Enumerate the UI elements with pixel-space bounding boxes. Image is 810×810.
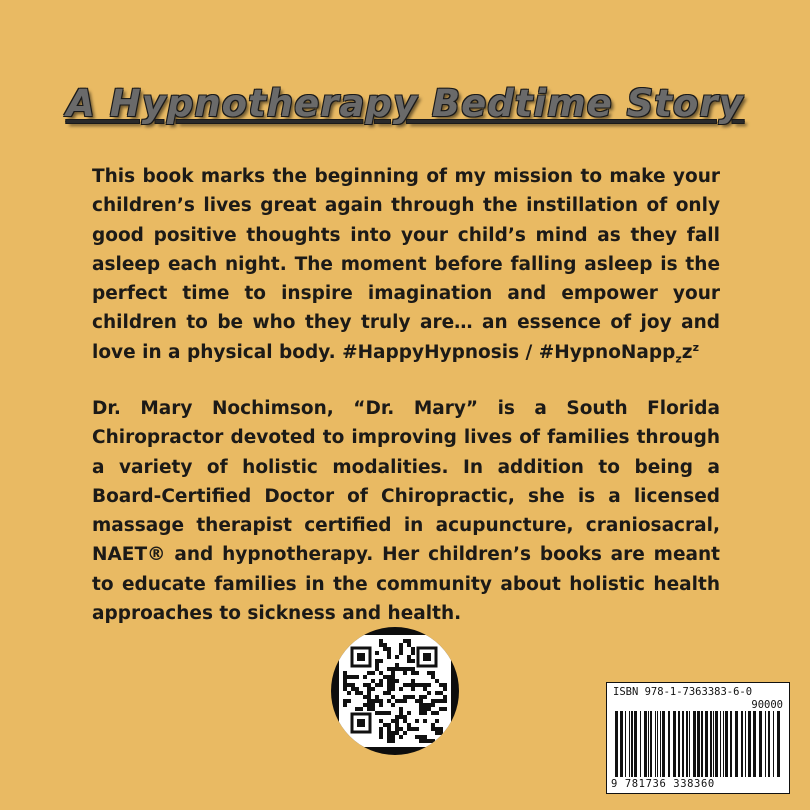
book-description (92, 162, 720, 367)
description-text: This book marks the beginning of my mission to make your children’s lives great again through the instillation of only good positive thoughts into your child’s mind as they fall asleep each night. The moment before falling asleep is the perfect time to inspire imagination and empower your children to be who they truly are… an essence of joy and love in a physical body. (92, 166, 720, 363)
price-code: 90000 (751, 699, 783, 711)
hashtag-sub-z: z (675, 352, 682, 366)
isbn-barcode (606, 682, 790, 794)
hashtag-hypno-napp: #HypnoNapp (538, 341, 676, 363)
hashtag-happy-hypnosis: #HappyHypnosis (342, 341, 520, 363)
hashtag-separator: / (519, 341, 539, 363)
author-bio: Dr. Mary Nochimson, “Dr. Mary” is a South Florida Chiropractor devoted to improving lives of families through a variety of holistic modalities. In addition to being a Board-Certified Doctor of Chiropractic, she is a licensed massage therapist certified in acupuncture, craniosacral, NAET® and hypnotherapy. Her children’s books are meant to educate families in the community about holistic health approaches to sickness and health. (92, 398, 720, 625)
hashtag-mid-z: z (681, 341, 693, 363)
book-title: A Hypnotherapy Bedtime Story (66, 82, 744, 125)
qr-code-icon (331, 627, 459, 755)
barcode-bars-icon (615, 711, 781, 777)
ean-digits: 9 781736 338360 (611, 778, 715, 790)
hashtag-sup-z: z (692, 340, 699, 354)
isbn-label: ISBN 978-1-7363383-6-0 (613, 686, 753, 698)
